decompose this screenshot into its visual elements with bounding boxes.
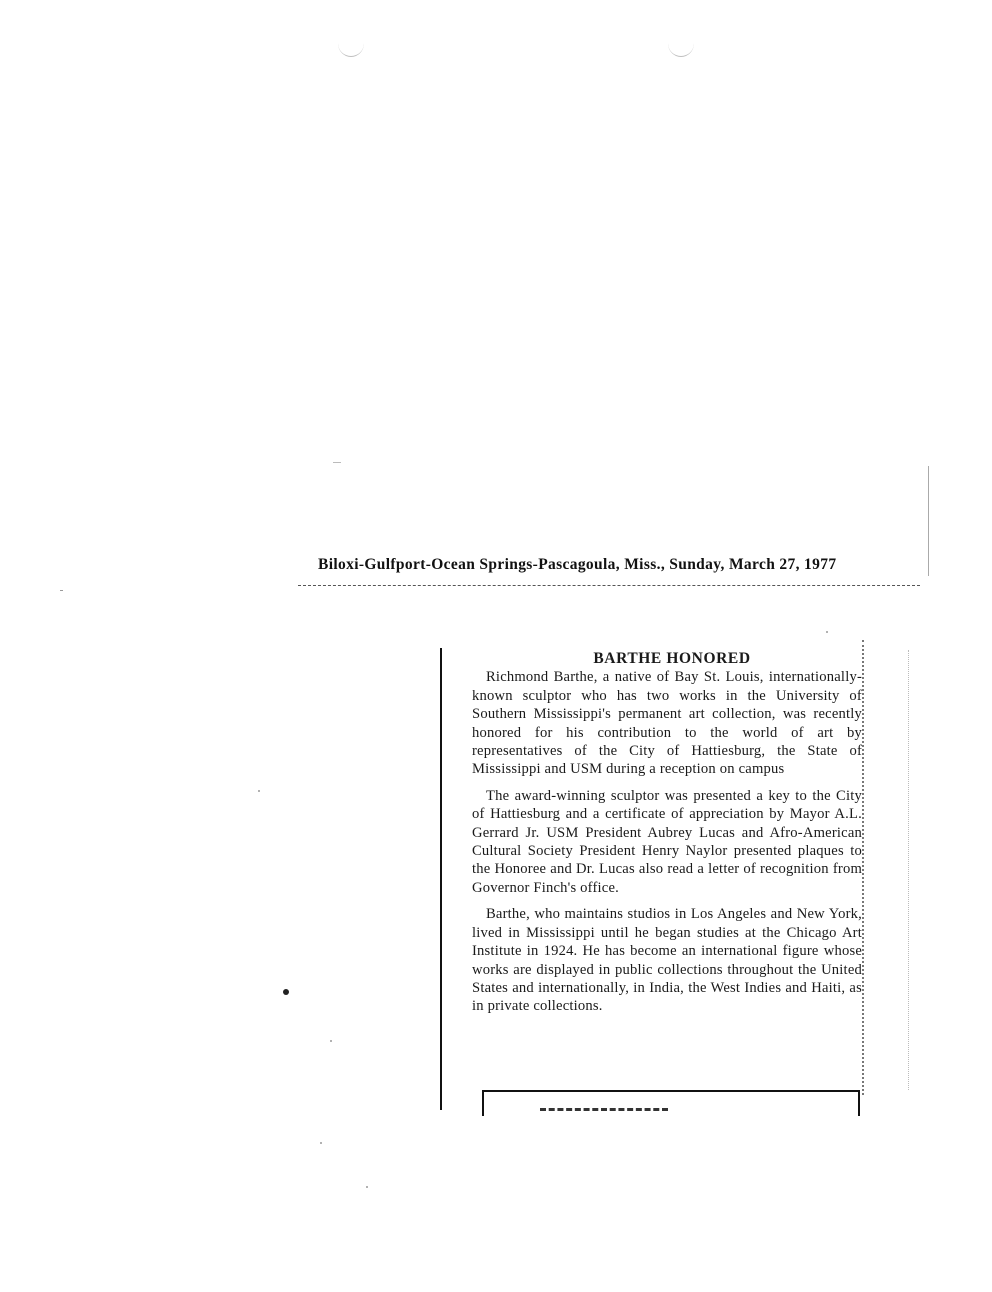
cut-off-box-frame	[482, 1090, 860, 1116]
clipping-edge	[928, 466, 929, 576]
column-rule	[440, 648, 442, 1110]
article-paragraph: Richmond Barthe, a native of Bay St. Louis, internationally-known sculptor who has two works in the University of Southern Mississippi's permanent art collection, was recently honored for his contribution to the world of art by representatives of the City of Hattiesburg, the State of Mississippi and USM during a reception on campus	[472, 669, 862, 778]
dateline-rule	[298, 585, 920, 586]
clipping-shadow-edge	[908, 650, 909, 1090]
article-paragraph: Barthe, who maintains studios in Los Angeles and New York, lived in Mississippi until he began studies at the Chicago Art Institute in 1924. He has become an international figure whose works are displayed in public collections throughout the United States and internationally, in India, the West Indies and Haiti, as in private collections.	[472, 906, 862, 1015]
punch-hole-mark-right	[668, 30, 694, 57]
punch-hole-mark-left	[338, 30, 364, 57]
news-article	[472, 650, 862, 1024]
article-paragraph: The award-winning sculptor was presented a key to the City of Hattiesburg and a certificate of appreciation by Mayor A.L. Gerrard Jr. USM President Aubrey Lucas and Afro-American Cultural Society President Henry Naylor presented plaques to the Honoree and Dr. Lucas also read a letter of recognition from Governor Finch's office.	[472, 787, 862, 896]
article-headline: BARTHE HONORED	[593, 650, 751, 667]
cut-off-headline-fragment	[540, 1108, 668, 1111]
clipping-cut-edge	[862, 640, 864, 1095]
newspaper-dateline: Biloxi-Gulfport-Ocean Springs-Pascagoula, Miss., Sunday, March 27, 1977	[318, 556, 837, 573]
